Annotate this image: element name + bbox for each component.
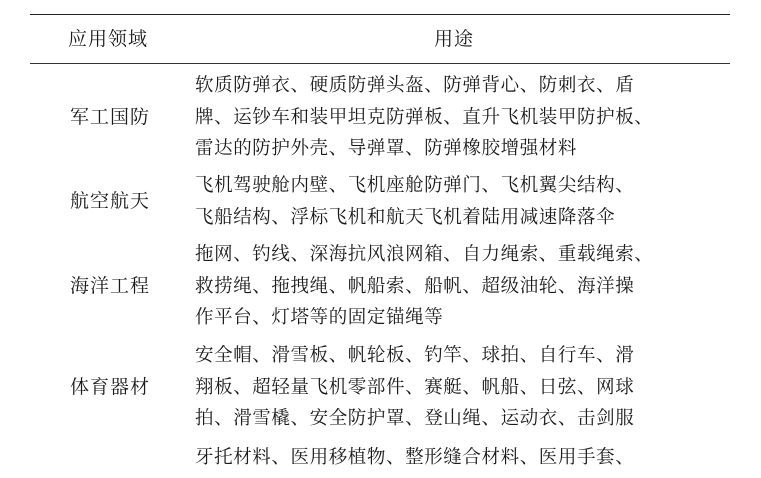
use-line: 雷达的防护外壳、导弹罩、防弹橡胶增强材料 [195,138,578,159]
row-uses [195,239,730,334]
use-line: 拍、滑雪橇、安全防护罩、登山绳、运动衣、击剑服 [195,408,635,429]
use-line: 翔板、超轻量飞机零部件、赛艇、帆船、日弦、网球 [195,376,635,398]
row-field-label: 体育器材 [69,376,150,398]
row-field-label: 军工国防 [69,106,150,128]
row-uses [195,70,730,165]
use-line: 飞机驾驶舱内壁、飞机座舱防弹门、飞机翼尖结构、 [195,175,635,196]
use-line: 安全帽、滑雪板、帆轮板、钓竿、球拍、自行车、滑 [195,345,635,366]
row-uses [195,340,730,435]
header-uses: 用途 [434,28,475,50]
row-field-label: 海洋工程 [69,275,150,297]
use-line: 作平台、灯塔等的固定锚绳等 [195,307,444,328]
use-line: 飞船结构、浮标飞机和航天飞机着陆用减速降落伞 [195,206,616,228]
row-uses [195,170,730,233]
use-line: 牙托材料、医用移植物、整形缝合材料、医用手套、 [195,447,635,468]
use-line: 救捞绳、拖拽绳、帆船索、船帆、超级油轮、海洋操 [195,275,635,297]
use-line: 拖网、钓线、深海抗风浪网箱、自力绳索、重载绳索、 [195,244,654,265]
use-line: 牌、运钞车和装甲坦克防弹板、直升飞机装甲防护板、 [195,106,654,128]
use-line: 软质防弹衣、硬质防弹头盔、防弹背心、防刺衣、盾 [195,75,635,96]
table-header-rule [30,63,730,64]
table-top-rule [30,14,730,15]
header-application-field: 应用领域 [68,28,149,50]
row-field-label: 航空航天 [69,190,150,212]
row-uses [195,442,730,474]
